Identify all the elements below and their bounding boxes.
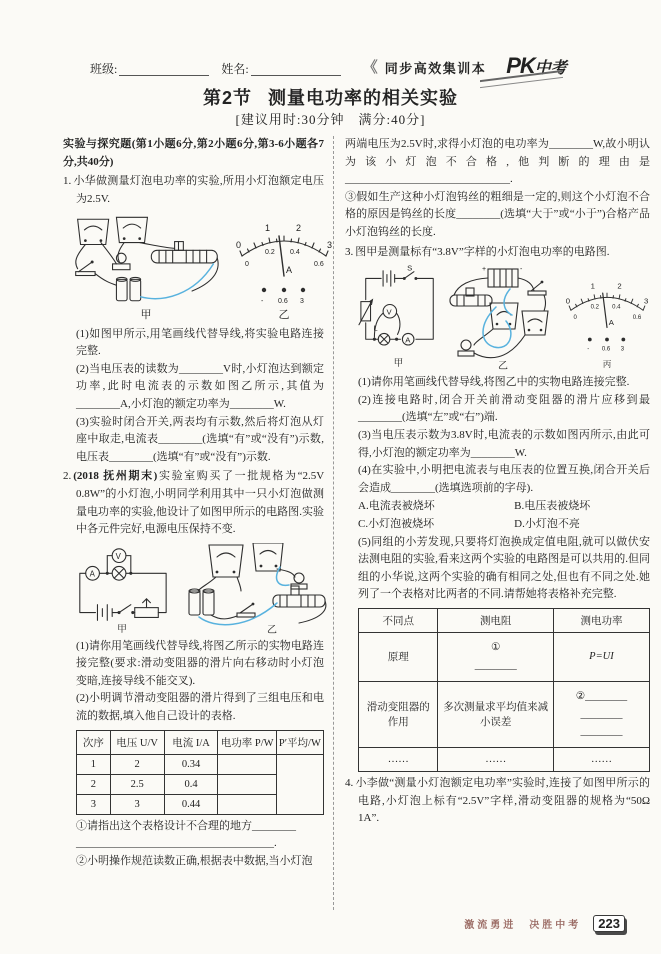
page-header	[90, 55, 621, 77]
q3-ammeter-figure	[564, 265, 650, 371]
table-header-row	[77, 730, 324, 754]
blank-circle-1: ①	[490, 641, 501, 653]
dial-terminal-06: 0.6	[278, 298, 288, 306]
q1-part-2: (2)当电压表的读数为________V时,小灯泡达到额定功率,此时电流表的示数如图乙所示,其值为________A,小灯泡的额定功率为________W.	[76, 362, 324, 410]
schematic-switch-label: S	[407, 265, 413, 273]
q2-continuation-1: 两端电压为2.5V时,求得小灯泡的电功率为________W,故小明认为该小灯泡不合格,他判断的理由是______________________________.	[345, 138, 650, 186]
cell-index: 3	[77, 794, 111, 814]
ammeter-dial	[234, 212, 334, 308]
cell-avg-power-blank	[276, 754, 323, 814]
q2-data-table	[76, 730, 324, 815]
dial-bottom-3: 0.6	[632, 315, 642, 322]
cell-index: 1	[77, 754, 111, 774]
table-row	[77, 754, 324, 774]
q3-caption-bing: 丙	[602, 359, 612, 370]
cell-ellipsis: ……	[438, 748, 553, 772]
series-title: 同步高效集训本	[384, 61, 487, 76]
table-row	[359, 681, 650, 748]
cell-voltage: 2	[110, 754, 164, 774]
dial-bottom-1: 0.2	[590, 304, 600, 311]
q1-figure-row	[76, 212, 333, 322]
time-score-line: [建议用时:30分钟 满分:40分]	[235, 112, 426, 127]
q1-text: 小华做测量灯泡电功率的实验,所用小灯泡额定电压为2.5V.	[73, 175, 324, 205]
dial-terminal-minus: -	[261, 298, 264, 306]
page-title	[0, 84, 661, 110]
option-d: D.小灯泡不亮	[514, 518, 580, 531]
q3-figure-row	[358, 265, 650, 371]
battery-minus-label: -	[520, 266, 523, 274]
dial-bottom-3: 0.6	[314, 261, 324, 269]
q2-text: 实验室购买了一批规格为“2.5V 0.8W”的小灯泡,小明同学利用其中一只小灯泡做测量电功率的实验,他设计了如图甲所示的电路图.实验中各元件完好,电源电压保持不变.	[76, 470, 335, 536]
q2-caption-yi: 乙	[266, 624, 277, 635]
guillemet-icon: 《	[362, 60, 378, 76]
circuit-apparatus-drawing	[181, 543, 331, 635]
left-column	[63, 136, 333, 910]
circuit-apparatus-drawing	[66, 212, 226, 308]
q1-apparatus-figure	[66, 212, 226, 322]
q1-caption-jia: 甲	[140, 309, 152, 322]
q2-part-1: (1)请你用笔画线代替导线,将图乙所示的实物电路连接完整(要求:滑动变阻器的滑片向右移动时小灯泡变暗,连接导线不能交叉).	[76, 639, 324, 687]
q1-stem	[63, 173, 324, 208]
cell-voltage: 2.5	[110, 774, 164, 794]
cell-power-blank	[218, 794, 276, 814]
name-label: 姓名:	[221, 62, 249, 76]
ammeter-dial	[564, 265, 650, 371]
page-number-badge: 223	[593, 915, 625, 932]
col-header-index: 次序	[77, 730, 111, 754]
question-2	[63, 468, 335, 870]
dial-terminal-3: 3	[300, 298, 304, 306]
blank-line: ________	[474, 659, 517, 671]
q2-figure-row	[76, 543, 324, 635]
q3-part-5: (5)同组的小芳发现,只要将灯泡换成定值电阻,就可以做伏安法测电阻的实验,看来这两个实验的电路图是可以共用的.但同组的小华说,这两个实验的确有相同之处,但也有不同之处.她列了一个表格对比两者的不同.请帮她将表格补充完整.	[358, 535, 650, 601]
cell-current: 0.4	[164, 774, 218, 794]
q4-stem	[345, 775, 661, 828]
dial-bottom-0: 0	[245, 261, 249, 269]
class-label: 班级:	[90, 62, 118, 76]
logo-pk-text: PK	[506, 53, 535, 78]
table-row	[359, 748, 650, 772]
dial-bottom-2: 0.4	[290, 249, 300, 257]
section-title: 测量电功率的相关实验	[268, 88, 458, 108]
cell-formula: P=UI	[553, 632, 649, 681]
col-header-voltage: 电压 U/V	[110, 730, 164, 754]
dial-terminal-minus: -	[587, 346, 590, 353]
blank-line: ________	[580, 708, 623, 720]
question-1	[63, 173, 333, 466]
right-column	[333, 136, 661, 910]
cell-power-blank	[218, 774, 276, 794]
dial-bottom-0: 0	[573, 315, 577, 322]
question-3	[345, 244, 650, 773]
q3-part-2: (2)连接电路时,闭合开关前滑动变阻器的滑片应移到最________(选填“左”或“右”)端.	[358, 393, 650, 424]
q2-continuation-2: ③假如生产这种小灯泡钨丝的粗细是一定的,则这个小灯泡不合格的原因是钨丝的长度________(选填“大于”或“小于”)合格产品小灯泡钨丝的长度.	[345, 190, 650, 238]
cell-rheostat-resistance: 多次测量求平均值来减小误差	[438, 681, 553, 748]
dial-top-3: 3	[643, 296, 649, 306]
q3-caption-jia: 甲	[393, 358, 404, 370]
table-header-row	[359, 608, 650, 632]
schematic-ammeter-label: A	[405, 335, 411, 345]
cell-current: 0.44	[164, 794, 218, 814]
cell-ellipsis: ……	[553, 748, 649, 772]
schematic-voltmeter-label: V	[115, 551, 121, 561]
dial-terminal-06: 0.6	[601, 346, 611, 353]
section-number: 第2节	[202, 88, 252, 108]
circuit-schematic	[358, 265, 440, 371]
option-a: A.电流表被烧坏	[358, 500, 435, 513]
col-header-power: 测电功率	[553, 608, 649, 632]
q3-stem	[345, 244, 650, 262]
cell-voltage: 3	[110, 794, 164, 814]
class-blank-line[interactable]	[119, 62, 209, 76]
section-intro: 实验与探究题(第1小题6分,第2小题6分,第3-6小题各7分,共40分)	[63, 138, 324, 168]
dial-unit-label: A	[608, 318, 614, 328]
q3-part-1: (1)请你用笔画线代替导线,将图乙中的实物电路连接完整.	[358, 376, 630, 389]
q2-sub-1: ①请指出这个表格设计不合理的地方________	[76, 819, 296, 832]
page-footer	[464, 915, 625, 932]
col-header-power: 电功率 P/W	[218, 730, 276, 754]
q2-caption-jia: 甲	[116, 623, 127, 635]
option-c: C.小灯泡被烧坏	[358, 518, 435, 531]
q3-options	[358, 497, 650, 533]
footer-slogan: 激流勇进 决胜中考	[464, 920, 582, 931]
circuit-apparatus-drawing	[448, 265, 556, 371]
q3-text: 图甲是测量标有“3.8V”字样的小灯泡电功率的电路图.	[355, 245, 610, 258]
q2-sub-1-line: ____________________________________.	[76, 837, 277, 850]
q2-part-2: (2)小明调节滑动变阻器的滑片得到了三组电压和电流的数据,填入他自己设计的表格.	[76, 692, 324, 723]
table-row	[359, 632, 650, 681]
pk-zhongkao-logo	[506, 55, 567, 77]
dial-top-2: 2	[296, 223, 302, 234]
dial-top-1: 1	[265, 223, 271, 234]
cell-principle-blank	[438, 632, 553, 681]
q2-schematic-figure	[70, 543, 173, 635]
q4-number: 4.	[345, 777, 354, 790]
col-header-avg-power: P′平均/W	[276, 730, 323, 754]
cell-rheostat-power-blank	[553, 681, 649, 748]
cell-principle: 原理	[359, 632, 438, 681]
dial-top-2: 2	[617, 281, 622, 291]
dial-unit-label: A	[286, 265, 293, 276]
q2-apparatus-figure	[181, 543, 331, 635]
q1-ammeter-figure	[234, 212, 334, 322]
q3-part-4: (4)在实验中,小明把电流表与电压表的位置互换,闭合开关后会造成________(选填选项前的字母).	[358, 464, 650, 494]
q3-part-3: (3)当电压表示数为3.8V时,电流表的示数如图丙所示,由此可得,小灯泡的额定功率为________W.	[358, 428, 650, 459]
battery-plus-label: +	[482, 266, 487, 274]
schematic-ammeter-label: A	[89, 569, 95, 579]
dial-top-3: 3	[327, 240, 333, 251]
logo-suffix-text: 中考	[534, 60, 567, 77]
q2-sub-2: ②小明操作规范读数正确,根据表中数据,当小灯泡	[76, 854, 313, 867]
q2-number: 2.	[63, 470, 72, 483]
name-blank-line[interactable]	[251, 62, 341, 76]
dial-top-1: 1	[590, 281, 595, 291]
q3-compare-table	[358, 608, 650, 772]
option-b: B.电压表被烧坏	[514, 500, 591, 513]
cell-current: 0.34	[164, 754, 218, 774]
cell-index: 2	[77, 774, 111, 794]
q3-schematic-figure	[358, 265, 440, 371]
q3-apparatus-figure	[448, 265, 556, 371]
q1-caption-yi: 乙	[278, 309, 290, 322]
col-header-current: 电流 I/A	[164, 730, 218, 754]
q1-part-1: (1)如图甲所示,用笔画线代替导线,将实验电路连接完整.	[76, 327, 324, 358]
dial-bottom-2: 0.4	[612, 304, 621, 311]
question-4	[345, 775, 661, 828]
cell-power-blank	[218, 754, 276, 774]
q1-part-3: (3)实验时闭合开关,两表均有示数,然后将灯泡从灯座中取走,电流表________(选填“有”或“没有”)示数,电压表________(选填“有”或“没有”)示数.	[76, 415, 324, 463]
col-header-difference: 不同点	[359, 608, 438, 632]
col-header-resistance: 测电阻	[438, 608, 553, 632]
circuit-schematic	[70, 543, 173, 635]
schematic-voltmeter-label: V	[386, 307, 392, 317]
blank-circle-2: ②________	[575, 690, 628, 702]
dial-terminal-3: 3	[620, 346, 625, 353]
schematic-lamp-label: L	[373, 323, 378, 333]
dial-top-0: 0	[565, 296, 571, 306]
cell-rheostat-role: 滑动变阻器的作用	[359, 681, 438, 748]
q2-source: (2018 抚州期末)	[73, 470, 158, 483]
q3-caption-yi: 乙	[498, 361, 508, 372]
content-columns	[63, 136, 661, 910]
blank-line: ________	[580, 726, 623, 738]
q4-text: 小李做“测量小灯泡额定电功率”实验时,连接了如图甲所示的电路,小灯泡上标有“2.5V”字样,滑动变阻器的规格为“50Ω 1A”.	[355, 777, 661, 825]
q3-number: 3.	[345, 245, 354, 258]
dial-top-0: 0	[236, 240, 242, 251]
cell-ellipsis: ……	[359, 748, 438, 772]
q1-number: 1.	[63, 175, 72, 188]
q2-stem	[63, 468, 335, 538]
dial-bottom-1: 0.2	[265, 249, 275, 257]
